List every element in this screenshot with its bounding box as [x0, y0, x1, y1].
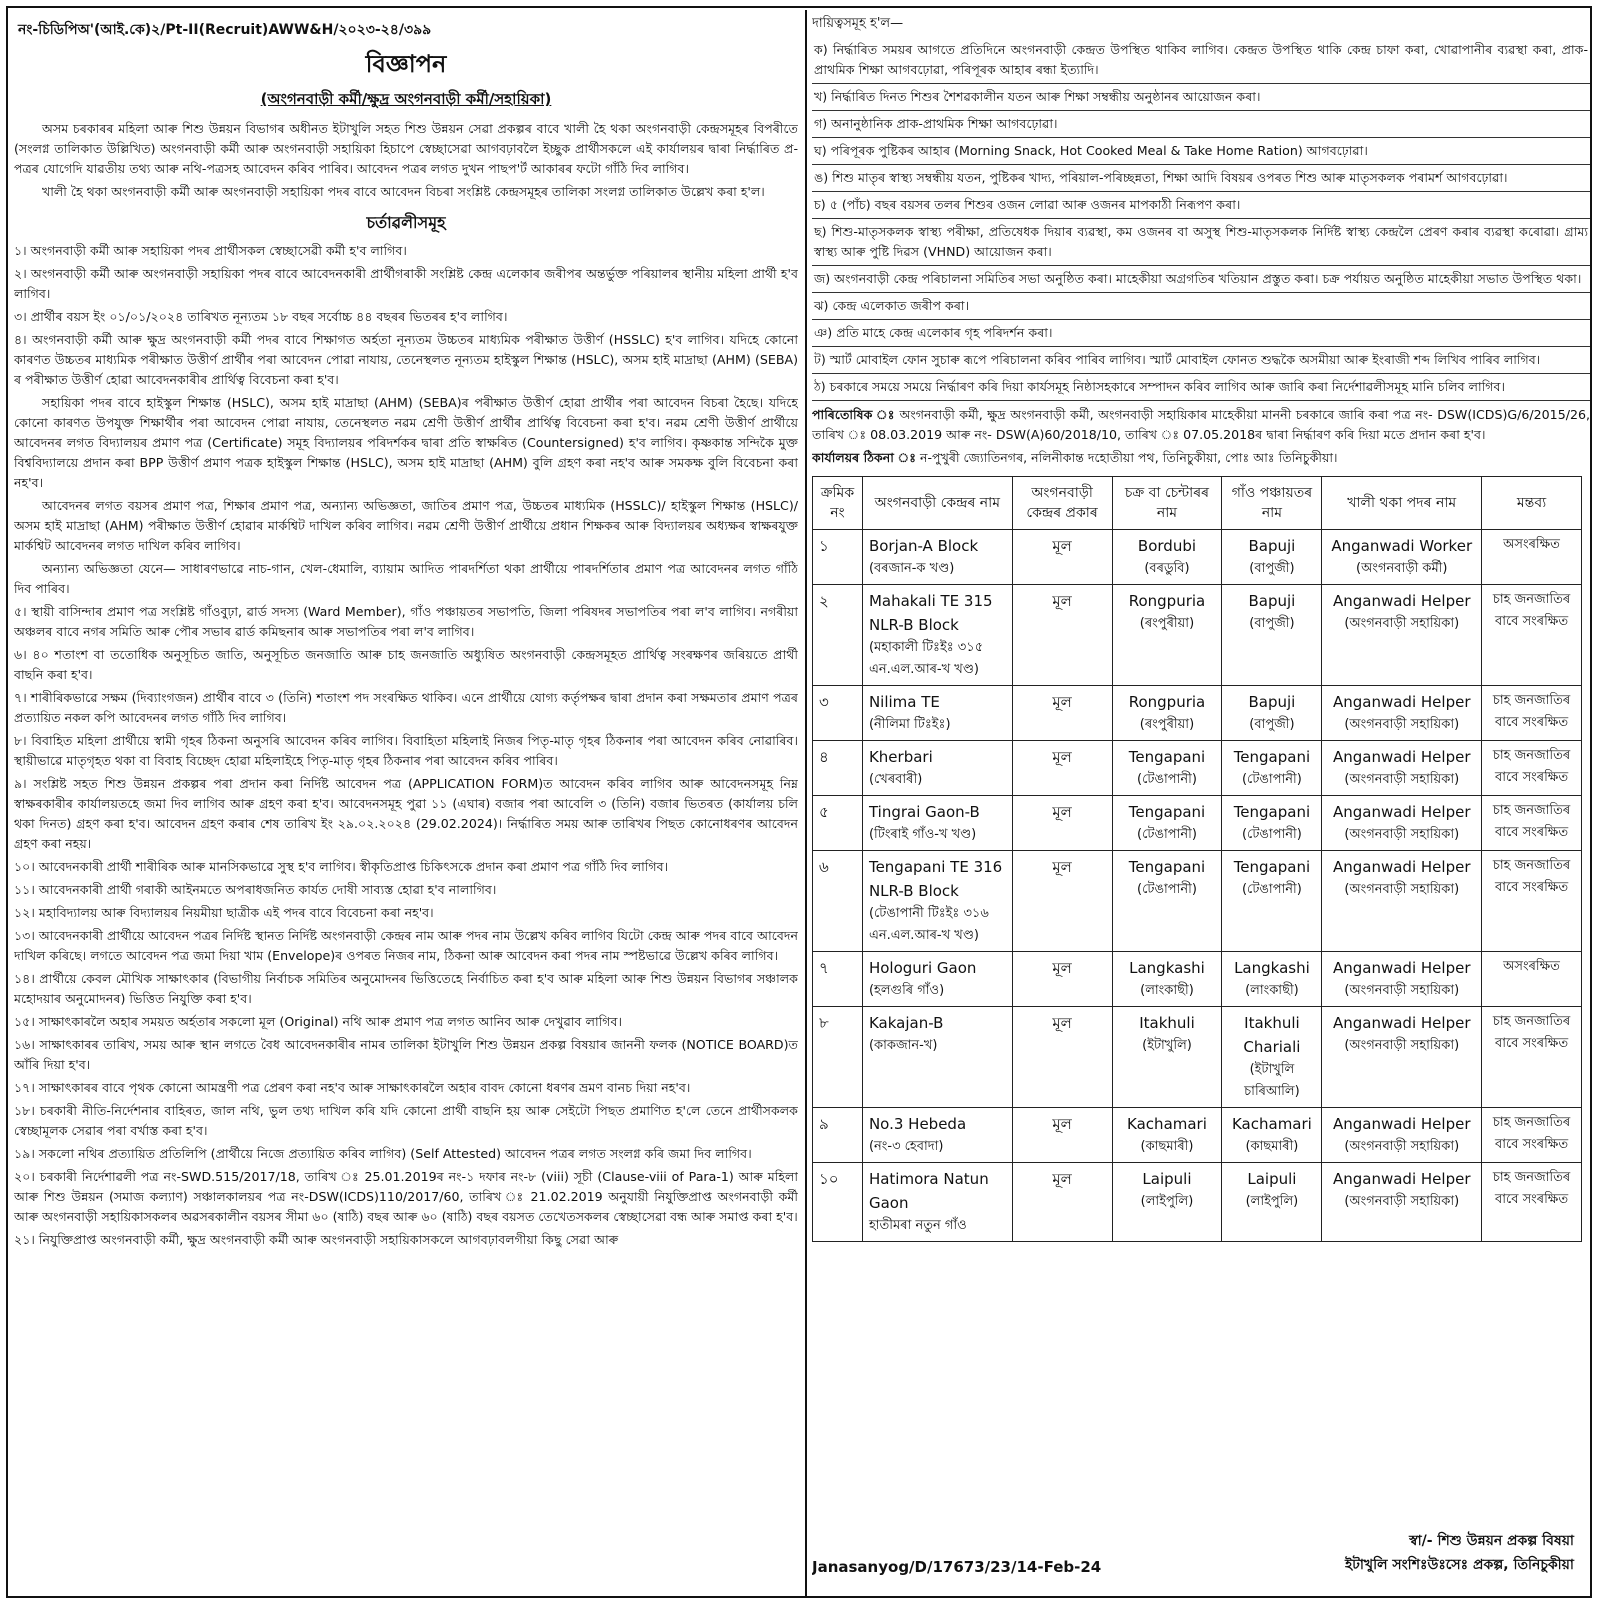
cell-vacant-post-text: Anganwadi Helper: [1332, 592, 1471, 610]
conditions-heading: চৰ্তাৱলীসমূহ: [366, 213, 446, 232]
cell-center-name-text: Mahakali TE 315 NLR-B Block: [868, 592, 993, 634]
cell-gp: [1222, 1108, 1322, 1163]
cell-serial: [813, 1108, 863, 1163]
cell-serial: [813, 1007, 863, 1108]
cell-vacant-post-text: Anganwadi Helper: [1332, 1115, 1471, 1133]
left-column: [14, 14, 798, 1594]
memo-number: নং-চিডিপিঅ'(আই.কে)২/Pt-II(Recruit)AWW&H/২০২৩-২৪/৩৯৯: [18, 22, 432, 38]
condition-item: ১৯। সকলো নথিৰ প্ৰত্যায়িত প্ৰতিলিপি (প্ৰাৰ্থীয়ে নিজে প্ৰত্যায়িত কৰিব লাগিব) (Self Attested) আবেদন পত্ৰৰ লগত সংলগ্ন কৰি জমা দিব লাগিব।: [14, 1146, 752, 1161]
intro-paragraph: অসম চৰকাৰৰ মহিলা আৰু শিশু উন্নয়ন বিভাগৰ অধীনত ইটাখুলি সহত শিশু উন্নয়ন সেৱা প্ৰকল্পৰ বাবে খালী হৈ থকা অংগনবাড়ী কেন্দ্ৰসমূহৰ বিপৰীতে (সংলগ্ন তালিকাত উল্লিখিত) অংগনবাড়ী কৰ্মী আৰু অংগনবাড়ী সহায়িকা হিচাপে স্বেচ্ছাসেৱা আগবঢ়াবলৈ ইচ্ছুক প্ৰাৰ্থীসকলে এই কাৰ্যালয়ৰ দ্বাৰা নিৰ্দ্ধাৰিত প্ৰ-পত্ৰৰ যোগেদি যাৱতীয় তথ্য আৰু নথি-পত্ৰসহ আবেদন কৰিব পাৰিব। আবেদন পত্ৰৰ লগত দুখন পাছপ'ৰ্ট আকাৰৰ ফটো গাঁঠি দিব লাগিব।: [14, 121, 798, 176]
cell-remark-assamese: অসংৰক্ষিত: [1503, 959, 1560, 974]
cell-vacant-post-assamese: (অংগনবাড়ী সহায়িকা): [1344, 772, 1460, 787]
cell-vacant-post: [1322, 952, 1482, 1007]
cell-circle-text: Langkashi: [1129, 959, 1205, 977]
cell-center-type-text: মূল: [1052, 1170, 1072, 1188]
cell-vacant-post-text: Anganwadi Helper: [1332, 748, 1471, 766]
cell-center-type-text: মূল: [1052, 803, 1072, 821]
vacancy-table: [812, 476, 1582, 1242]
table-row: [813, 952, 1582, 1007]
cell-vacant-post-text: Anganwadi Helper: [1332, 1014, 1471, 1032]
cell-circle-assamese: (ৰংপুৰীয়া): [1139, 717, 1195, 732]
honorarium-text: অংগনবাড়ী কৰ্মী, ক্ষুদ্ৰ অংগনবাড়ী কৰ্মী, অংগনবাড়ী সহায়িকাৰ মাহেকীয়া মাননী চৰকাৰে জাৰি কৰা পত্ৰ নং- DSW(ICDS)G/6/2015/26, তাৰিখ ঃ 08.03.2019 আৰু নং- DSW(A)60/2018/10, তাৰিখ ঃ 07.05.2018ৰ দ্বাৰা নিৰ্দ্ধাৰণ কৰি দিয়া মতে প্ৰদান কৰা হ'ব।: [812, 407, 1590, 442]
cell-center-name-text: Nilima TE: [868, 693, 940, 711]
cell-serial-text: ৫: [819, 803, 829, 821]
publication-reference: Janasanyog/D/17673/23/14-Feb-24: [812, 1558, 1102, 1576]
duty-item: চ) ৫ (পাঁচ) বছৰ বয়সৰ তলৰ শিশুৰ ওজন লোৱা আৰু ওজনৰ মাপকাঠী নিৰূপণ কৰা।: [812, 192, 1590, 219]
cell-remark: [1482, 952, 1582, 1007]
cell-vacant-post: [1322, 530, 1482, 585]
cell-remark: [1482, 1108, 1582, 1163]
condition-item: ৮। বিবাহিত মহিলা প্ৰাৰ্থীয়ে স্বামী গৃহৰ ঠিকনা অনুসৰি আবেদন কৰিব লাগিব। বিবাহিতা মহিলাই নিজৰ পিতৃ-মাতৃ গৃহৰ ঠিকনাৰ পৰা আবেদন কৰিব নোৱাৰিব। স্থায়ীভাৱে মাতৃগৃহত থকা বা বিবাহ বিচ্ছেদ হোৱা মহিলাইহে পিতৃ-মাতৃ গৃহৰ ঠিকনাৰ পৰা আবেদন কৰিব পাৰিব।: [14, 733, 798, 768]
cell-center-name: [862, 1163, 1012, 1242]
signature-line-2: ইটাখুলি সংশিঃউঃসেঃ প্ৰকল্প, তিনিচুকীয়া: [1344, 1557, 1574, 1573]
cell-center-name-text: Kherbari: [868, 748, 933, 766]
header-remark: মন্তব্য: [1482, 477, 1582, 530]
cell-circle-text: Tengapani: [1128, 858, 1206, 876]
table-header-row: [813, 477, 1582, 530]
cell-vacant-post-assamese: (অংগনবাড়ী সহায়িকা): [1344, 616, 1460, 631]
cell-gp-text: Bapuji: [1248, 693, 1296, 711]
cell-center-type: [1012, 952, 1112, 1007]
header-circle: চক্ৰ বা চেন্টাৰৰ নাম: [1112, 477, 1222, 530]
cell-center-name-assamese: (নং-৩ হেবাদা): [868, 1139, 944, 1154]
office-address: [812, 448, 1590, 468]
cell-remark: [1482, 530, 1582, 585]
cell-center-name: [862, 851, 1012, 952]
cell-remark: [1482, 796, 1582, 851]
cell-remark-assamese: চাহ জনজাতিৰ বাবে সংৰক্ষিত: [1492, 748, 1571, 785]
condition-item: সহায়িকা পদৰ বাবে হাইস্কুল শিক্ষান্ত (HSLC), অসম হাই মাদ্ৰাছা (AHM) (SEBA)ৰ পৰীক্ষাত উত্তীৰ্ণ হোৱা প্ৰাৰ্থীৰ পৰা আবেদন বিচৰা হৈছে। যদিহে কোনো কাৰণত উপযুক্ত শিক্ষাৰ্থীৰ পৰা আবেদন পোৱা নাযায়, তেনেস্থলত নৱম শ্ৰেণী উত্তীৰ্ণ প্ৰাৰ্থীৰ প্ৰাৰ্থিত্ব বিবেচনা কৰা হ'ব। নৱম শ্ৰেণী উত্তীৰ্ণ প্ৰাৰ্থীয়ে আবেদনৰ লগত বিদ্যালয়ৰ প্ৰমাণ পত্ৰ (Certificate) সমূহ বিদ্যালয়ৰ পৰিদৰ্শকৰ দ্বাৰা প্ৰতি স্বাক্ষৰিত (Countersigned) হ'ব লাগিব। কৃষ্ণকান্ত সন্দিকৈ মুক্ত বিশ্ববিদ্যালয়ে প্ৰদান কৰা BPP উত্তীৰ্ণ প্ৰমাণ পত্ৰক হাইস্কুল শিক্ষান্ত (HSLC), অসম হাই মাদ্ৰাছা (AHM) বুলি গ্ৰহণ কৰা নহ'ব আৰু সমকক্ষ বুলি বিবেচনা কৰা নহ'ব।: [14, 395, 798, 490]
cell-vacant-post-text: Anganwadi Helper: [1332, 803, 1471, 821]
cell-center-name-text: Borjan-A Block: [868, 537, 979, 555]
cell-vacant-post-assamese: (অংগনবাড়ী সহায়িকা): [1344, 1038, 1460, 1053]
cell-gp-text: Tengapani: [1233, 803, 1311, 821]
cell-gp: [1222, 530, 1322, 585]
notice-title: বিজ্ঞাপন: [365, 50, 447, 78]
cell-gp-assamese: (বাপুজী): [1249, 717, 1295, 732]
cell-circle-text: Kachamari: [1127, 1115, 1207, 1133]
header-center-type: অংগনবাড়ী কেন্দ্ৰৰ প্ৰকাৰ: [1012, 477, 1112, 530]
cell-vacant-post: [1322, 1007, 1482, 1108]
condition-item: ১১। আবেদনকাৰী প্ৰাৰ্থী গৰাকী আইনমতে অপৰাধজনিত কাৰ্যত দোষী সাব্যস্ত হোৱা হ'ব নালাগিব।: [14, 882, 497, 897]
cell-serial-text: ১০: [819, 1170, 839, 1188]
cell-center-type: [1012, 530, 1112, 585]
cell-gp-text: Kachamari: [1231, 1115, 1312, 1133]
cell-center-type: [1012, 1108, 1112, 1163]
cell-gp: [1222, 741, 1322, 796]
cell-serial: [813, 741, 863, 796]
cell-gp-assamese: (লাইপুলি): [1245, 1194, 1299, 1209]
cell-vacant-post-assamese: (অংগনবাড়ী সহায়িকা): [1344, 1194, 1460, 1209]
cell-serial-text: ৭: [819, 959, 829, 977]
cell-gp-assamese: (বাপুজী): [1249, 616, 1295, 631]
cell-center-type: [1012, 1163, 1112, 1242]
cell-gp-text: Langkashi: [1234, 959, 1310, 977]
cell-serial: [813, 585, 863, 686]
condition-item: ১৫। সাক্ষাৎকাৰলৈ অহাৰ সময়ত অৰ্হতাৰ সকলো মূল (Original) নথি আৰু প্ৰমাণ পত্ৰ লগত আনিব আৰু দেখুৱাব লাগিব।: [14, 1014, 622, 1029]
cell-center-name-assamese: হাতীমৰা নতুন গাঁও: [868, 1218, 967, 1233]
cell-center-name-assamese: (বৰজান-ক খণ্ড): [868, 561, 955, 576]
cell-gp-assamese: (টেঙাপানী): [1241, 772, 1302, 787]
cell-gp-text: Laipuli: [1247, 1170, 1297, 1188]
cell-serial-text: ৪: [819, 748, 829, 766]
cell-vacant-post-text: Anganwadi Helper: [1332, 693, 1471, 711]
cell-gp-assamese: (কাছমাৰী): [1245, 1139, 1299, 1154]
cell-circle: [1112, 530, 1222, 585]
table-row: [813, 1163, 1582, 1242]
cell-circle-assamese: (বৰডুবি): [1144, 561, 1190, 576]
signature-block: [1214, 1529, 1574, 1577]
cell-serial: [813, 796, 863, 851]
cell-remark-assamese: চাহ জনজাতিৰ বাবে সংৰক্ষিত: [1492, 1014, 1571, 1051]
condition-item: ২১। নিযুক্তিপ্ৰাপ্ত অংগনবাড়ী কৰ্মী, ক্ষুদ্ৰ অংগনবাড়ী কৰ্মী আৰু অংগনবাড়ী সহায়িকাসকলে আগবঢ়াবলগীয়া কিছু সেৱা আৰু: [14, 1232, 619, 1247]
cell-vacant-post: [1322, 686, 1482, 741]
condition-item: ১৪। প্ৰাৰ্থীয়ে কেবল মৌখিক সাক্ষাৎকাৰ (বিভাগীয় নিৰ্বাচক সমিতিৰ অনুমোদনৰ ভিত্তিতেহে নিৰ্বাচিত কৰা হ'ব আৰু মহিলা আৰু শিশু উন্নয়ন বিভাগৰ সঞ্চালক মহোদয়াৰ অনুমোদনৰ) ভিত্তিত নিযুক্তি কৰা হ'ব।: [14, 971, 798, 1006]
cell-serial-text: ৩: [819, 693, 829, 711]
duty-item: ছ) শিশু-মাতৃসকলক স্বাস্থ্য পৰীক্ষা, প্ৰতিষেধক দিয়াৰ ব্যৱস্থা, কম ওজনৰ বা অসুস্থ শিশু-মাতৃসকলক নিৰ্দিষ্ট স্বাস্থ্য কেন্দ্ৰলৈ প্ৰেৰণ কৰাৰ ব্যৱস্থা কৰোৱা। গ্ৰাম্য স্বাস্থ্য আৰু পুষ্টি দিৱস (VHND) আয়োজন কৰা।: [812, 219, 1590, 266]
cell-remark: [1482, 851, 1582, 952]
cell-gp-text: Tengapani: [1233, 858, 1311, 876]
cell-remark: [1482, 585, 1582, 686]
cell-center-type: [1012, 686, 1112, 741]
cell-center-name-text: Hologuri Gaon: [868, 959, 977, 977]
duties-heading: দায়িত্বসমূহ হ'ল—: [812, 16, 904, 31]
cell-circle: [1112, 686, 1222, 741]
cell-circle-assamese: (লাইপুলি): [1140, 1194, 1194, 1209]
cell-remark-assamese: চাহ জনজাতিৰ বাবে সংৰক্ষিত: [1492, 693, 1571, 730]
cell-serial: [813, 530, 863, 585]
cell-remark-assamese: অসংৰক্ষিত: [1503, 537, 1560, 552]
right-column: [812, 14, 1590, 1594]
cell-circle-text: Itakhuli: [1139, 1014, 1195, 1032]
cell-circle-text: Rongpuria: [1128, 592, 1206, 610]
duty-item: ঝ) কেন্দ্ৰ এলেকাত জৰীপ কৰা।: [812, 293, 1590, 320]
condition-item: ১৭। সাক্ষাৎকাৰৰ বাবে পৃথক কোনো আমন্ত্ৰণী পত্ৰ প্ৰেৰণ কৰা নহ'ব আৰু সাক্ষাৎকাৰলৈ অহাৰ বাবদ কোনো ধৰণৰ ভ্ৰমণ বানচ দিয়া নহ'ব।: [14, 1080, 691, 1095]
cell-vacant-post: [1322, 851, 1482, 952]
cell-center-name-text: Hatimora Natun Gaon: [868, 1170, 989, 1212]
cell-center-name: [862, 1007, 1012, 1108]
cell-serial: [813, 1163, 863, 1242]
condition-item: ৪। অংগনবাড়ী কৰ্মী আৰু ক্ষুদ্ৰ অংগনবাড়ী কৰ্মী পদৰ বাবে শিক্ষাগত অৰ্হতা নূন্যতম উচ্চতৰ মাধ্যমিক পৰীক্ষাত উত্তীৰ্ণ (HSSLC) হ'ব লাগিব। যদিহে কোনো কাৰণত উচ্চতৰ মাধ্যমিক পৰীক্ষাত উত্তীৰ্ণ প্ৰাৰ্থীৰ পৰা আবেদন পোৱা নাযায়, তেনেস্থলত নূন্যতম হাইস্কুল শিক্ষান্ত (HSLC), অসম হাই মাদ্ৰাছা (AHM) (SEBA) ৰ পৰীক্ষাত উত্তীৰ্ণ হোৱা আবেদনকাৰীৰ প্ৰাৰ্থিত্ব বিবেচনা কৰা হ'ব।: [14, 332, 798, 387]
cell-circle-text: Laipuli: [1142, 1170, 1192, 1188]
cell-remark: [1482, 1163, 1582, 1242]
intro-paragraph: খালী হৈ থকা অংগনবাড়ী কৰ্মী আৰু অংগনবাড়ী সহায়িকা পদৰ বাবে আবেদন বিচৰা সংশ্লিষ্ট কেন্দ্ৰসমূহৰ তালিকা সংলগ্ন তালিকাত উল্লেখ কৰা হ'ল।: [42, 184, 765, 199]
cell-vacant-post-text: Anganwadi Helper: [1332, 858, 1471, 876]
cell-center-type-text: মূল: [1052, 693, 1072, 711]
duty-item: ঘ) পৰিপূৰক পুষ্টিকৰ আহাৰ (Morning Snack, Hot Cooked Meal & Take Home Ration) আগবঢ়োৱা।: [812, 138, 1590, 165]
cell-circle: [1112, 952, 1222, 1007]
condition-item: অন্যান্য অভিজ্ঞতা যেনে— সাধাৰণভাৱে নাচ-গান, খেল-ধেমালি, ব্যায়াম আদিত পাৰদৰ্শিতা থকা প্ৰাৰ্থীয়ে পাৰদৰ্শিতাৰ প্ৰমাণ পত্ৰ আবেদনৰ লগত গাঁঠি দিব পাৰিব।: [14, 561, 798, 596]
condition-item: ৫। স্থায়ী বাসিন্দাৰ প্ৰমাণ পত্ৰ সংশ্লিষ্ট গাঁওবুঢ়া, ৱাৰ্ড সদস্য (Ward Member), গাঁও পঞ্চায়তৰ সভাপতি, জিলা পৰিষদৰ সভাপতিৰ পৰা ল'ব লাগিব। নগৰীয়া অঞ্চলৰ বাবে নগৰ সমিতি আৰু পৌৰ সভাৰ ৱাৰ্ড কমিছনাৰ আৰু সভাপতিৰ পৰা ল'ব লাগিব।: [14, 604, 798, 639]
cell-vacant-post: [1322, 1108, 1482, 1163]
cell-center-name-text: Tengapani TE 316 NLR-B Block: [868, 858, 1003, 900]
duty-item: গ) অনানুষ্ঠানিক প্ৰাক-প্ৰাথমিক শিক্ষা আগবঢ়োৱা।: [812, 111, 1590, 138]
cell-circle-assamese: (কাছমাৰী): [1140, 1139, 1194, 1154]
cell-remark-assamese: চাহ জনজাতিৰ বাবে সংৰক্ষিত: [1492, 1170, 1571, 1207]
cell-vacant-post: [1322, 741, 1482, 796]
cell-center-name: [862, 1108, 1012, 1163]
column-divider: [805, 10, 807, 1596]
cell-circle-text: Tengapani: [1128, 748, 1206, 766]
header-center-name: অংগনবাড়ী কেন্দ্ৰৰ নাম: [862, 477, 1012, 530]
condition-item: ৬। ৪০ শতাংশ বা ততোধিক অনুসূচিত জাতি, অনুসূচিত জনজাতি আৰু চাহ জনজাতি অধ্যুষিত অংগনবাড়ী কেন্দ্ৰসমূহত প্ৰাৰ্থিত্ব সংৰক্ষণৰ জৰিয়তে প্ৰাৰ্থী বাছনি কৰা হ'ব।: [14, 647, 798, 682]
cell-vacant-post-assamese: (অংগনবাড়ী সহায়িকা): [1344, 983, 1460, 998]
cell-gp-assamese: (টেঙাপানী): [1241, 882, 1302, 897]
cell-vacant-post-assamese: (অংগনবাড়ী সহায়িকা): [1344, 827, 1460, 842]
duty-item: ঠ) চৰকাৰে সময়ে সময়ে নিৰ্দ্ধাৰণ কৰি দিয়া কাৰ্যসমূহ নিষ্ঠাসহকাৰে সম্পাদন কৰিব লাগিব আৰু জাৰি কৰা নিৰ্দেশাৱলীসমূহ মানি চলিব লাগিব।: [812, 374, 1590, 401]
cell-gp-assamese: (লাংকাছী): [1245, 983, 1299, 998]
cell-center-name-assamese: (টিংৰাই গাঁও-খ খণ্ড): [868, 827, 977, 842]
cell-circle-assamese: (ৰংপুৰীয়া): [1139, 616, 1195, 631]
table-row: [813, 851, 1582, 952]
cell-center-name: [862, 952, 1012, 1007]
table-row: [813, 686, 1582, 741]
cell-center-type: [1012, 741, 1112, 796]
cell-center-type-text: মূল: [1052, 537, 1072, 555]
cell-gp-text: Bapuji: [1248, 537, 1296, 555]
cell-serial-text: ৯: [819, 1115, 829, 1133]
notice-subtitle: (অংগনবাড়ী কৰ্মী/ক্ষুদ্ৰ অংগনবাড়ী কৰ্মী/সহায়িকা): [260, 90, 552, 108]
honorarium-label: পাৰিতোষিক ঃ: [812, 407, 895, 422]
cell-circle: [1112, 1007, 1222, 1108]
condition-item: ২০। চৰকাৰী নিৰ্দেশাৱলী পত্ৰ নং-SWD.515/2017/18, তাৰিখ ঃ 25.01.2019ৰ নং-১ দফাৰ নং-৮ (viii) সূচী (Clause-viii of Para-1) আৰু মহিলা আৰু শিশু উন্নয়ন (সমাজ কল্যাণ) সঞ্চালকালয়ৰ পত্ৰ নং-DSW(ICDS)110/2017/60, তাৰিখ ঃ 21.02.2019 অনুযায়ী নিযুক্তিপ্ৰাপ্ত অংগনবাড়ী কৰ্মী আৰু অংগনবাড়ী সহায়িকাসকলৰ অৱসৰকালীন বয়সৰ সীমা ৬০ (ষাঠি) বছৰ আৰু ৬০ (ষাঠি) বছৰ বয়সত তেখেতসকলৰ স্বেচ্ছাসেৱা বন্ধ আৰু সমাপ্ত কৰা হ'ব।: [14, 1169, 798, 1224]
cell-circle-assamese: (টেঙাপানী): [1137, 827, 1197, 842]
cell-center-name: [862, 686, 1012, 741]
cell-gp-assamese: (বাপুজী): [1249, 561, 1295, 576]
cell-center-type: [1012, 796, 1112, 851]
table-row: [813, 796, 1582, 851]
condition-item: ১০। আবেদনকাৰী প্ৰাৰ্থী শাৰীৰিক আৰু মানসিকভাৱে সুস্থ হ'ব লাগিব। স্বীকৃতিপ্ৰাপ্ত চিকিৎসকে প্ৰদান কৰা প্ৰমাণ পত্ৰ গাঁঠি দিব লাগিব।: [14, 859, 669, 874]
condition-item: ৯। সংশ্লিষ্ট সহত শিশু উন্নয়ন প্ৰকল্পৰ পৰা প্ৰদান কৰা নিৰ্দিষ্ট আবেদন পত্ৰ (APPLICATION FORM)ত আবেদন কৰিব লাগিব আৰু আবেদনসমূহ নিম্ন স্বাক্ষৰকাৰীৰ কাৰ্যালয়তহে জমা দিব লাগিব আৰু গ্ৰহণ কৰা হ'ব। আবেদনসমূহ পুৱা ১১ (এঘাৰ) বজাৰ পৰা আবেলি ৩ (তিনি) বজাৰ ভিতৰত (কাৰ্যালয় চলি থকা দিনত) গ্ৰহণ কৰা হ'ব। আবেদন গ্ৰহণ কৰাৰ শেষ তাৰিখ ইং ২৯.০২.২০২৪ (29.02.2024)। নিৰ্দ্ধাৰিত সময় আৰু তাৰিখৰ পিছত কোনোধৰণৰ আবেদন গ্ৰহণ কৰা নহয়।: [14, 776, 798, 851]
cell-center-type: [1012, 1007, 1112, 1108]
cell-circle-assamese: (লাংকাছী): [1140, 983, 1194, 998]
cell-serial: [813, 851, 863, 952]
cell-serial-text: ৮: [819, 1014, 829, 1032]
table-row: [813, 585, 1582, 686]
cell-center-name: [862, 796, 1012, 851]
cell-center-name: [862, 741, 1012, 796]
duty-item: ট) স্মাৰ্ট মোবাইল ফোন সুচাৰু ৰূপে পৰিচালনা কৰিব পাৰিব লাগিব। স্মাৰ্ট মোবাইল ফোনত শুদ্ধকৈ অসমীয়া আৰু ইংৰাজী শব্দ লিখিব পাৰিব লাগিব।: [812, 347, 1590, 374]
cell-gp: [1222, 585, 1322, 686]
table-row: [813, 530, 1582, 585]
condition-item: ১৩। আবেদনকাৰী প্ৰাৰ্থীয়ে আবেদন পত্ৰৰ নিৰ্দিষ্ট স্থানত নিৰ্দিষ্ট অংগনবাড়ী কেন্দ্ৰৰ নাম আৰু পদৰ নাম উল্লেখ কৰিব লাগিব যিটো কেন্দ্ৰ আৰু পদৰ বাবে আবেদন দাখিল কৰিছে। লগতে আবেদন পত্ৰ জমা দিয়া খাম (Envelope)ৰ ওপৰত নিজৰ নাম, ঠিকনা আৰু আবেদন কৰা পদৰ নাম স্পষ্টভাৱে উল্লেখ কৰিব লাগিব।: [14, 928, 798, 963]
cell-vacant-post-text: Anganwadi Worker: [1331, 537, 1473, 555]
cell-center-type-text: মূল: [1052, 1115, 1072, 1133]
header-gp: গাঁও পঞ্চায়তৰ নাম: [1222, 477, 1322, 530]
cell-serial-text: ১: [819, 537, 829, 555]
vacancy-table-body: [813, 530, 1582, 1242]
cell-center-type-text: মূল: [1052, 1014, 1072, 1032]
table-row: [813, 741, 1582, 796]
cell-gp: [1222, 1163, 1322, 1242]
cell-vacant-post-text: Anganwadi Helper: [1332, 1170, 1471, 1188]
duties-list: [812, 37, 1590, 401]
cell-gp-text: Itakhuli Chariali: [1243, 1014, 1301, 1056]
cell-circle: [1112, 851, 1222, 952]
cell-circle-text: Bordubi: [1137, 537, 1197, 555]
condition-item: ১। অংগনবাড়ী কৰ্মী আৰু সহায়িকা পদৰ প্ৰাৰ্থীসকল স্বেচ্ছাসেৱী কৰ্মী হ'ব লাগিব।: [14, 243, 407, 258]
duty-item: জ) অংগনবাড়ী কেন্দ্ৰ পৰিচালনা সমিতিৰ সভা অনুষ্ঠিত কৰা। মাহেকীয়া অগ্ৰগতিৰ খতিয়ান প্ৰস্তুত কৰা। চক্ৰ পৰ্যায়ত অনুষ্ঠিত মাহেকীয়া সভাত উপস্থিত থকা।: [812, 266, 1590, 293]
cell-remark-assamese: চাহ জনজাতিৰ বাবে সংৰক্ষিত: [1492, 592, 1571, 629]
cell-serial-text: ২: [819, 592, 829, 610]
cell-center-name-text: Kakajan-B: [868, 1014, 944, 1032]
table-row: [813, 1108, 1582, 1163]
cell-serial: [813, 686, 863, 741]
cell-circle-assamese: (টেঙাপানী): [1137, 882, 1197, 897]
cell-circle-text: Rongpuria: [1128, 693, 1206, 711]
cell-center-name-assamese: (মহাকালী টিঃইঃ ৩১৫ এন.এল.আৰ-খ খণ্ড): [868, 640, 984, 677]
condition-item: ১৮। চৰকাৰী নীতি-নিৰ্দেশনাৰ বাহিৰত, জাল নথি, ভুল তথ্য দাখিল কৰি যদি কোনো প্ৰাৰ্থী বাছনি হয় আৰু সেইটো পিছত প্ৰমাণিত হ'লে তেনে প্ৰাৰ্থীসকলক স্বেচ্ছামূলক সেৱাৰ পৰা বৰ্খাস্ত কৰা হ'ব।: [14, 1103, 798, 1138]
condition-item: ১২। মহাবিদ্যালয় আৰু বিদ্যালয়ৰ নিয়মীয়া ছাত্ৰীক এই পদৰ বাবে বিবেচনা কৰা নহ'ব।: [14, 905, 434, 920]
office-text: ন-পুখুৰী জ্যোতিনগৰ, নলিনীকান্ত দহোতীয়া পথ, তিনিচুকীয়া, পোঃ আঃ তিনিচুকীয়া।: [919, 450, 1338, 465]
cell-circle: [1112, 796, 1222, 851]
cell-center-name-assamese: (হলগুৰি গাঁও): [868, 983, 945, 998]
cell-gp: [1222, 851, 1322, 952]
cell-vacant-post-text: Anganwadi Helper: [1332, 959, 1471, 977]
cell-serial: [813, 952, 863, 1007]
cell-center-name-assamese: (টেঙাপানী টিঃইঃ ৩১৬ এন.এল.আৰ-খ খণ্ড): [868, 906, 989, 943]
cell-center-type: [1012, 851, 1112, 952]
cell-gp: [1222, 796, 1322, 851]
cell-center-name: [862, 585, 1012, 686]
header-serial: ক্ৰমিক নং: [813, 477, 863, 530]
cell-center-type: [1012, 585, 1112, 686]
cell-circle: [1112, 1163, 1222, 1242]
cell-remark-assamese: চাহ জনজাতিৰ বাবে সংৰক্ষিত: [1492, 803, 1571, 840]
cell-center-type-text: মূল: [1052, 592, 1072, 610]
conditions-list: [14, 241, 798, 1250]
cell-center-type-text: মূল: [1052, 748, 1072, 766]
cell-gp-text: Bapuji: [1248, 592, 1296, 610]
cell-vacant-post-assamese: (অংগনবাড়ী সহায়িকা): [1344, 1139, 1460, 1154]
cell-center-name-text: No.3 Hebeda: [868, 1115, 967, 1133]
cell-remark: [1482, 686, 1582, 741]
table-row: [813, 1007, 1582, 1108]
duty-item: ঙ) শিশু মাতৃৰ স্বাস্থ্য সম্বন্ধীয় যতন, পুষ্টিকৰ খাদ্য, পৰিয়াল-পৰিচ্ছন্নতা, শিক্ষা আদি বিষয়ৰ ওপৰত শিশু আৰু মাতৃসকলক পৰামৰ্শ আগবঢ়োৱা।: [812, 165, 1590, 192]
cell-center-name-assamese: (কাকজান-খ): [868, 1038, 938, 1053]
cell-remark-assamese: চাহ জনজাতিৰ বাবে সংৰক্ষিত: [1492, 1115, 1571, 1152]
cell-center-name-assamese: (খেৰবাৰী): [868, 772, 923, 787]
condition-item: ১৬। সাক্ষাৎকাৰৰ তাৰিখ, সময় আৰু স্থান লগতে বৈধ আবেদনকাৰীৰ নামৰ তালিকা ইটাখুলি শিশু উন্নয়ন প্ৰকল্প বিষয়াৰ জাননী ফলক (NOTICE BOARD)ত আঁৰি দিয়া হ'ব।: [14, 1037, 798, 1072]
cell-vacant-post: [1322, 796, 1482, 851]
cell-gp-assamese: (টেঙাপানী): [1241, 827, 1302, 842]
cell-circle-assamese: (টেঙাপানী): [1137, 772, 1197, 787]
signature-line-1: স্বা/- শিশু উন্নয়ন প্ৰকল্প বিষয়া: [1409, 1533, 1574, 1549]
cell-gp-assamese: (ইটাখুলি চাৰিআলি): [1244, 1062, 1300, 1099]
cell-circle: [1112, 1108, 1222, 1163]
condition-item: ৩। প্ৰাৰ্থীৰ বয়স ইং ০১/০১/২০২৪ তাৰিখত নূন্যতম ১৮ বছৰ সৰ্বোচ্চ ৪৪ বছৰৰ ভিতৰৰ হ'ব লাগিব।: [14, 309, 508, 324]
cell-remark-assamese: চাহ জনজাতিৰ বাবে সংৰক্ষিত: [1492, 858, 1571, 895]
cell-remark: [1482, 741, 1582, 796]
cell-center-name: [862, 530, 1012, 585]
cell-circle: [1112, 585, 1222, 686]
cell-vacant-post: [1322, 585, 1482, 686]
cell-vacant-post-assamese: (অংগনবাড়ী সহায়িকা): [1344, 717, 1460, 732]
duty-item: খ) নিৰ্দ্ধাৰিত দিনত শিশুৰ শৈশৱকালীন যতন আৰু শিক্ষা সম্বন্ধীয় অনুষ্ঠানৰ আয়োজন কৰা।: [812, 84, 1590, 111]
condition-item: আবেদনৰ লগত বয়সৰ প্ৰমাণ পত্ৰ, শিক্ষাৰ প্ৰমাণ পত্ৰ, অন্যান্য অভিজ্ঞতা, জাতিৰ প্ৰমাণ পত্ৰ, উচ্চতৰ মাধ্যমিক (HSSLC)/ হাইস্কুল শিক্ষান্ত (HSLC)/অসম হাই মাদ্ৰাছা (AHM) পৰীক্ষাত উত্তীৰ্ণ হোৱাৰ মাৰ্কশ্বিট দাখিল কৰিব লাগিব। নৱম শ্ৰেণী উত্তীৰ্ণ প্ৰাৰ্থীয়ে প্ৰধান শিক্ষকৰ আৰু বিদ্যালয়ৰ অধ্যক্ষৰ স্বাক্ষৰযুক্ত মাৰ্কশ্বিট আবেদনৰ লগত দাখিল কৰিব লাগিব।: [14, 498, 798, 553]
cell-serial-text: ৬: [819, 858, 829, 876]
cell-remark: [1482, 1007, 1582, 1108]
cell-center-name-text: Tingrai Gaon-B: [868, 803, 980, 821]
cell-center-name-assamese: (নীলিমা টিঃইঃ): [868, 717, 951, 732]
cell-center-type-text: মূল: [1052, 858, 1072, 876]
duty-item: ক) নিৰ্দ্ধাৰিত সময়ৰ আগতে প্ৰতিদিনে অংগনবাড়ী কেন্দ্ৰত উপস্থিত থাকিব লাগিব। কেন্দ্ৰত উপস্থিত থাকি কেন্দ্ৰ চাফা কৰা, খোৱাপানীৰ ব্যৱস্থা কৰা, প্ৰাক-প্ৰাথমিক শিক্ষা আগবঢ়োৱা, পৰিপূৰক আহাৰ ৰন্ধা ইত্যাদি।: [812, 37, 1590, 84]
cell-circle: [1112, 741, 1222, 796]
condition-item: ২। অংগনবাড়ী কৰ্মী আৰু অংগনবাড়ী সহায়িকা পদৰ বাবে আবেদনকাৰী প্ৰাৰ্থীগৰাকী সংশ্লিষ্ট কেন্দ্ৰ এলেকাৰ জৰীপৰ অন্তৰ্ভুক্ত পৰিয়ালৰ স্থানীয় মহিলা প্ৰাৰ্থী হ'ব লাগিব।: [14, 266, 798, 301]
cell-gp-text: Tengapani: [1233, 748, 1311, 766]
duty-item: ঞ) প্ৰতি মাহে কেন্দ্ৰ এলেকাৰ গৃহ পৰিদৰ্শন কৰা।: [812, 320, 1590, 347]
office-label: কাৰ্যালয়ৰ ঠিকনা ঃ: [812, 450, 916, 465]
cell-vacant-post-assamese: (অংগনবাড়ী সহায়িকা): [1344, 882, 1460, 897]
cell-vacant-post-assamese: (অংগনবাড়ী কৰ্মী): [1356, 561, 1448, 576]
cell-gp: [1222, 1007, 1322, 1108]
cell-gp: [1222, 686, 1322, 741]
condition-item: ৭। শাৰীৰিকভাৱে সক্ষম (দিব্যাংগজন) প্ৰাৰ্থীৰ বাবে ৩ (তিনি) শতাংশ পদ সংৰক্ষিত থাকিব। এনে প্ৰাৰ্থীয়ে যোগ্য কৰ্তৃপক্ষৰ দ্বাৰা প্ৰদান কৰা সক্ষমতাৰ প্ৰমাণ পত্ৰৰ প্ৰত্যায়িত নকল কপি আবেদনৰ লগত গাঁঠি দিব লাগিব।: [14, 690, 798, 725]
header-vacant-post: খালী থকা পদৰ নাম: [1322, 477, 1482, 530]
cell-circle-text: Tengapani: [1128, 803, 1206, 821]
cell-vacant-post: [1322, 1163, 1482, 1242]
honorarium-paragraph: [812, 405, 1590, 445]
cell-circle-assamese: (ইটাখুলি): [1142, 1038, 1192, 1053]
cell-center-type-text: মূল: [1052, 959, 1072, 977]
cell-gp: [1222, 952, 1322, 1007]
